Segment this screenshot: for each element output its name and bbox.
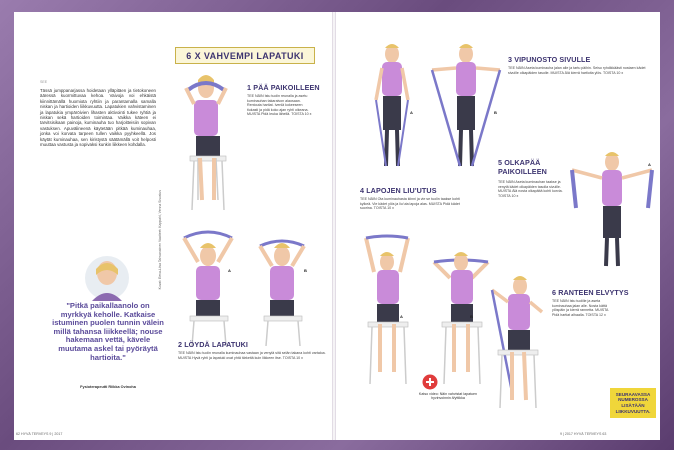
exercise-1-title: 1 PÄÄ PAIKOILLEEN (247, 83, 320, 92)
exercise-2-label-a: A (228, 268, 231, 273)
exercise-6-text: TEE NÄIN Istu tuolille ja aseta kuminauhaa jalan alle. Nosta kättä ylöspäin ja kierrä rannetta. MUISTA Pidä hartiat alhaalla. TOISTA 12 x (552, 299, 609, 317)
exercise-3-label-a: A (410, 110, 413, 115)
exercise-4-label-a: A (400, 314, 403, 319)
therapist-portrait (72, 255, 142, 301)
video-icon[interactable] (422, 374, 438, 390)
exercise-5-text: TEE NÄIN Aseta kuminauhan taakse ja venytä kädet olkapäiden tasolla sivuille. MUISTA Älä nosta olkapäitä kohti korvia. TOISTA 10 x (498, 180, 563, 198)
exercise-4-text: TEE NÄIN Ota kuminauhasta kiinni ja vie se tuolin taakse kohti kylkeä. Vie kädet ylös ja liu'uta lapoja alas. MUISTA Pidä kädet suorina. TOISTA 10 x (360, 197, 460, 211)
exercise-3-photo-b (428, 40, 504, 170)
video-link-text[interactable]: Katso video: Näin vahvistat lapatuen hyvinvoinnin.fi/yttikka (418, 392, 478, 401)
exercise-1-photo (172, 70, 242, 218)
footer-left: 62 HYVÄ TERVEYS 9 | 2017 (16, 432, 63, 436)
exercise-6-title: 6 RANTEEN ELVYTYS (552, 288, 629, 297)
exercise-3-text: TEE NÄIN Aseta kuminauha jalan alle ja tartu päihin. Seiso ryhdikkäästi nostaen kädet sivuille olkapäiden tasolle. MUISTA Älä kierrä hartioita ylös. TOISTA 10 x (508, 66, 646, 75)
next-issue-box: SEURAAVASSA NUMEROSSA LISÄTÄÄN LIIKKUVUUTTA. (610, 388, 656, 418)
exercise-2-title: 2 LÖYDÄ LAPATUKI (178, 340, 249, 349)
exercise-4-label-b: B (470, 314, 473, 319)
exercise-3-label-b: B (494, 110, 497, 115)
exercise-2-photo-b (246, 228, 318, 348)
exercise-2-photo-a (172, 228, 244, 348)
exercise-5-title: 5 OLKAPÄÄ PAIKOILLEEN (498, 158, 547, 176)
exercise-3-title: 3 VIPUNOSTO SIVULLE (508, 55, 591, 64)
exercise-6-photo (482, 272, 550, 412)
exercise-3-photo-a (356, 40, 428, 170)
exercise-2-label-b: B (304, 268, 307, 273)
main-title: 6 X VAHVEMPI LAPATUKI (175, 47, 315, 64)
intro-kicker: SEE (40, 80, 48, 84)
exercise-5-label-a: A (648, 162, 651, 167)
footer-right: 9 | 2017 HYVÄ TERVEYS 63 (560, 432, 607, 436)
intro-text: Tässä jumppanarjassa hoidetaan ylläpitäen ja tietokoneen ääressä kuormittuvaa kehoa. Vaivoja voi ehkäistä kiinnittämällä huomiota ryhtiin ja parantamalla samalla niskan ja hartioiden liikkuvuutta. Lapatukien vahvistaminen ja lapatukia ympäröivien lihasten aktivointi tukee ryhtiä ja niskan sekä hartioiden toimintaa. Vaikka käteen ei tarvitsisikaan painoja, kuminauha tuo harjoitteisiin sopivan vastuksen. Apuvälineenä käytetään pitkää kuminauhaa, jonka voi korvata tarpeen tullen vaikka pyyhkeellä. Jos käytät kuminauhaa, sen kiristystä säätämällä voit helposti muuttaa vastusta ja sopivaksi kunkin liikkeen kohdalla. (40, 88, 156, 148)
exercise-4-photo-a (350, 232, 424, 388)
exercise-5-photo (566, 148, 658, 268)
quote-source: Fysioterapeutti Riikka Ovinoha (80, 385, 136, 389)
page-spine (332, 12, 336, 440)
exercise-1-text: TEE NÄIN Istu tuolin reunalla ja asetu kuminauhan takaraivon alaosaan. Rentouta hartiat. Ivenlä kokeeseen tiukasti ja pidä koko ajan ryhti oikeana. MUISTA Pidä leuka lähellä. TOISTA 10 x (247, 94, 312, 117)
quote-text: "Pitkä paikallaanolo on myrkkyä keholle. Katkaise istuminen puolen tunnin välein millä tahansa liikkeellä; nouse hakemaan vettä, kävele muutama askel tai pyöräytä hartioita." (52, 301, 164, 362)
photo-credit: Kuvat: Eeva-Liisa Tahvanainen Vaatteet: Kappahl, Venna Sisustus (158, 190, 162, 290)
exercise-4-title: 4 LAPOJEN LIU'UTUS (360, 186, 437, 195)
exercise-2-text: TEE NÄIN Istu tuolin reunalla kuminauhaa vastaan ja venytä sitä selän takana kohti vartaloa. MUISTA Hyvä ryhti ja lapatuki ovat yhtä tärkeitä kuin liikkeen itse. TOISTA 10 x (178, 351, 326, 360)
